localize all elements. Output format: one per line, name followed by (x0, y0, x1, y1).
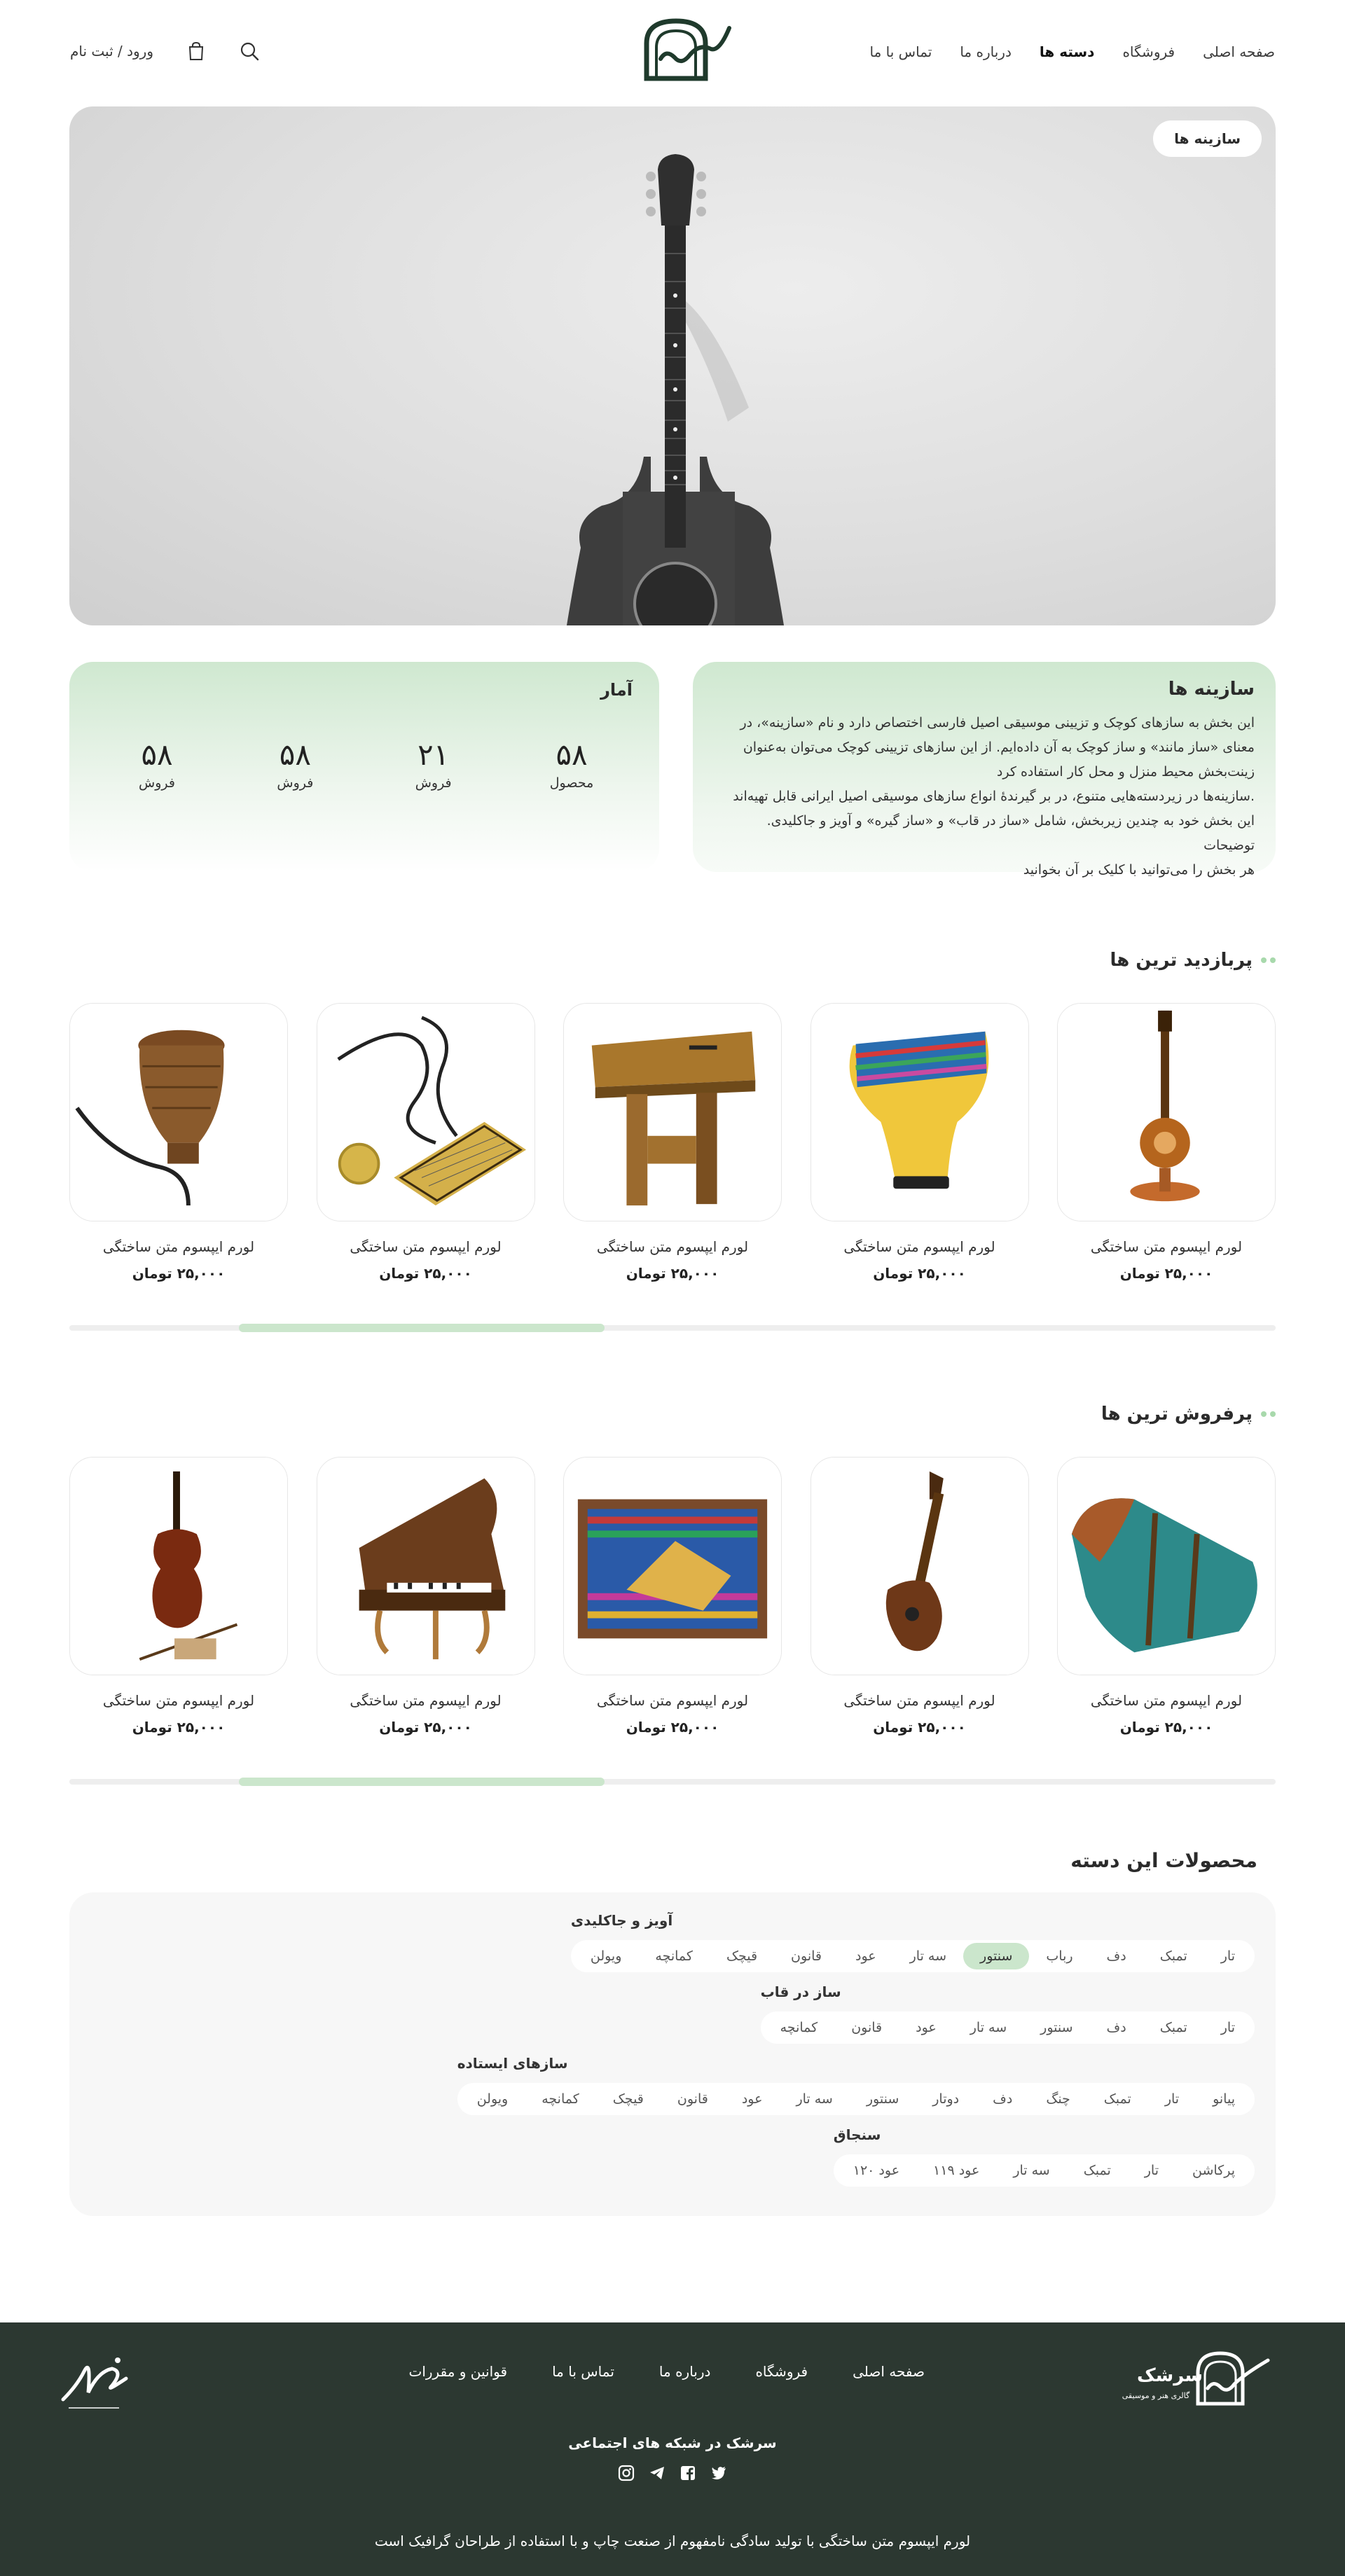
login-register-link[interactable]: ورود / ثبت نام (70, 43, 153, 60)
category-chip[interactable]: دف (993, 2091, 1013, 2107)
category-group-name: آویز و جاکلیدی (570, 1912, 673, 1929)
site-footer (0, 2322, 1345, 2576)
footer-link-contact[interactable]: تماس با ما (552, 2363, 614, 2380)
telegram-icon[interactable] (648, 2464, 666, 2482)
best-selling-title (1101, 1404, 1276, 1425)
site-logo[interactable] (641, 15, 732, 83)
nav-shop[interactable]: فروشگاه (1122, 43, 1175, 60)
category-filter-box (69, 1892, 1276, 2216)
product-card[interactable] (563, 1457, 782, 1736)
nav-home[interactable]: صفحه اصلی (1203, 43, 1275, 60)
stat-item (111, 738, 202, 791)
category-chip[interactable]: تار (1144, 2163, 1159, 2178)
product-image[interactable] (317, 1457, 535, 1675)
chip-list (834, 2154, 1255, 2187)
product-name[interactable]: لورم ایپسوم متن ساختگی (350, 1238, 502, 1255)
category-chip[interactable]: قانون (791, 1948, 822, 1964)
product-card[interactable] (69, 1457, 288, 1736)
product-name[interactable]: لورم ایپسوم متن ساختگی (102, 1238, 255, 1255)
stat-label: فروش (415, 775, 452, 791)
category-chip[interactable]: پرکاشن (1192, 2163, 1235, 2178)
category-chip[interactable]: تار (1164, 2091, 1180, 2107)
category-chip[interactable]: قانون (851, 2020, 883, 2035)
category-chip[interactable]: ویولن (590, 1948, 622, 1964)
best-selling-carousel (69, 1457, 1276, 1736)
info-line: زینت‌بخش محیط منزل و محل کار استفاده کرد (996, 764, 1255, 780)
product-image[interactable] (69, 1457, 288, 1675)
category-group (571, 1912, 1255, 1972)
product-image[interactable] (563, 1003, 782, 1221)
nav-contact[interactable]: تماس با ما (869, 43, 932, 60)
footer-nav (409, 2363, 925, 2380)
category-chip[interactable]: سنتور (1040, 2020, 1073, 2035)
info-line: این بخش خود به چندین زیربخش، شامل «ساز در قاب» و «ساز گیره» و آویز و جاکلیدی. توضیحات (766, 813, 1255, 853)
category-chip[interactable]: عود ۱۱۹ (933, 2163, 980, 2178)
category-chip[interactable]: تمبک (1159, 2020, 1187, 2035)
product-card[interactable] (811, 1003, 1029, 1282)
stat-value: ۵۸ (556, 738, 588, 772)
category-group-name: سازهای ایستاده (457, 2055, 568, 2072)
category-chip[interactable]: عود (741, 2091, 763, 2107)
product-image[interactable] (69, 1003, 288, 1221)
category-group (761, 1983, 1255, 2044)
product-card[interactable] (563, 1003, 782, 1282)
category-chip[interactable]: ویولن (476, 2091, 509, 2107)
search-icon[interactable] (239, 41, 260, 62)
product-name[interactable]: لورم ایپسوم متن ساختگی (596, 1238, 749, 1255)
category-chip[interactable]: تمبک (1159, 1948, 1187, 1964)
category-chip[interactable]: سه تار (970, 2020, 1007, 2035)
category-chip[interactable]: عود (855, 1948, 876, 1964)
scroll-thumb[interactable] (239, 1778, 605, 1786)
chip-list (761, 2011, 1255, 2044)
product-image[interactable] (563, 1457, 782, 1675)
chip-list (571, 1940, 1255, 1972)
product-name[interactable]: لورم ایپسوم متن ساختگی (102, 1692, 255, 1709)
nav-about[interactable]: درباره ما (960, 43, 1012, 60)
scroll-thumb[interactable] (239, 1324, 605, 1332)
category-chip[interactable]: سه تار (909, 1948, 947, 1964)
main-nav (870, 43, 1276, 60)
stat-label: فروش (277, 775, 314, 791)
guitar-hero-image (546, 127, 840, 625)
info-line: .سازینه‌ها در زیردسته‌هایی متنوع، در بر گیرندهٔ انواع سازهای موسیقی اصیل ایرانی قابل تهیه‌اند (733, 789, 1255, 804)
product-price: ۲۵,۰۰۰ تومان (1119, 1265, 1213, 1282)
best-selling-scrollbar[interactable] (69, 1779, 1276, 1785)
category-chip[interactable]: پیانو (1213, 2091, 1235, 2107)
most-viewed-scrollbar[interactable] (69, 1325, 1276, 1331)
category-chip[interactable]: سه تار (796, 2091, 833, 2107)
product-price: ۲۵,۰۰۰ تومان (379, 1719, 472, 1736)
social-icons (0, 2464, 1345, 2482)
category-chip[interactable]: تار (1220, 1948, 1235, 1964)
category-chip[interactable]: کمانچه (780, 2020, 818, 2035)
footer-logo[interactable] (1121, 2348, 1275, 2411)
category-group-name: ساز در قاب (760, 1983, 841, 2000)
category-chip[interactable]: دف (1106, 1948, 1126, 1964)
category-group-name: سنجاق (833, 2126, 881, 2143)
stats-title: آمار (600, 680, 633, 700)
category-chip[interactable]: دف (1106, 2020, 1126, 2035)
stat-value: ۵۸ (279, 738, 311, 772)
product-card[interactable] (317, 1003, 535, 1282)
category-info-card (693, 662, 1276, 878)
info-line: معنای «ساز مانند» و ساز کوچک به آن داده‌ایم. از این سازهای تزیینی کوچک می‌توان به‌عنوان (743, 740, 1255, 755)
twitter-icon[interactable] (710, 2464, 728, 2482)
section-dots-icon (1261, 957, 1276, 963)
product-image[interactable] (1057, 1457, 1276, 1675)
category-chip[interactable]: رباب (1046, 1948, 1073, 1964)
product-name[interactable]: لورم ایپسوم متن ساختگی (350, 1692, 502, 1709)
footer-brand-sub: گالری هنر و موسیقی (1122, 2391, 1190, 2400)
category-chip[interactable]: تمبک (1083, 2163, 1111, 2178)
product-card[interactable] (1057, 1457, 1276, 1736)
stat-value: ۲۱ (418, 738, 450, 772)
product-image[interactable] (317, 1003, 535, 1221)
stats-row (111, 738, 617, 791)
product-name[interactable]: لورم ایپسوم متن ساختگی (1090, 1238, 1243, 1255)
hero-banner (69, 106, 1276, 625)
category-chip[interactable]: سه تار (1013, 2163, 1050, 2178)
nav-categories[interactable]: دسته ها (1039, 43, 1095, 60)
footer-copyright: لورم ایپسوم متن ساختگی با تولید سادگی نامفهوم از صنعت چاپ و با استفاده از طراحان گرافیک است (374, 2533, 971, 2549)
info-line: این بخش به سازهای کوچک و تزیینی موسیقی اصیل فارسی اختصاص دارد و نام «سازینه»، در (740, 715, 1255, 730)
section-title-text: پرفروش ترین ها (1101, 1404, 1253, 1425)
signature-logo-icon[interactable] (56, 2343, 133, 2414)
product-price: ۲۵,۰۰۰ تومان (132, 1719, 226, 1736)
cart-icon[interactable] (186, 41, 207, 62)
product-price: ۲۵,۰۰۰ تومان (132, 1265, 226, 1282)
most-viewed-title (1110, 950, 1276, 971)
category-products-title: محصولات این دسته (1070, 1849, 1257, 1872)
product-name[interactable]: لورم ایپسوم متن ساختگی (843, 1238, 995, 1255)
chip-list (457, 2083, 1255, 2115)
footer-link-rules[interactable]: قوانین و مقررات (408, 2363, 508, 2380)
product-price: ۲۵,۰۰۰ تومان (873, 1265, 966, 1282)
product-card[interactable] (69, 1003, 288, 1282)
site-header (0, 0, 1345, 106)
product-card[interactable] (1057, 1003, 1276, 1282)
product-name[interactable]: لورم ایپسوم متن ساختگی (596, 1692, 749, 1709)
footer-link-shop[interactable]: فروشگاه (755, 2363, 808, 2380)
footer-link-about[interactable]: درباره ما (658, 2363, 711, 2380)
info-line: هر بخش را می‌توانید با کلیک بر آن بخوانید (1023, 862, 1255, 878)
category-chip[interactable]: قیچک (726, 1948, 758, 1964)
stats-card (69, 662, 659, 872)
category-group (457, 2055, 1255, 2115)
product-card[interactable] (317, 1457, 535, 1736)
category-chip[interactable]: تمبک (1103, 2091, 1131, 2107)
hero-tag: سازینه ها (1153, 120, 1262, 157)
category-chip-selected[interactable]: سنتور (963, 1943, 1029, 1969)
stat-item (526, 738, 617, 791)
category-chip[interactable]: تار (1220, 2020, 1235, 2035)
category-chip[interactable]: عود (916, 2020, 937, 2035)
product-card[interactable] (811, 1457, 1029, 1736)
footer-brand-name: سرشک (1137, 2365, 1203, 2386)
product-image[interactable] (811, 1457, 1029, 1675)
stat-value: ۵۸ (141, 738, 173, 772)
product-price: ۲۵,۰۰۰ تومان (626, 1265, 719, 1282)
stat-item (249, 738, 340, 791)
info-text (714, 711, 1255, 882)
section-title-text: پربازدید ترین ها (1110, 950, 1253, 971)
product-image[interactable] (1057, 1003, 1276, 1221)
product-image[interactable] (811, 1003, 1029, 1221)
facebook-icon[interactable] (679, 2464, 697, 2482)
product-price: ۲۵,۰۰۰ تومان (626, 1719, 719, 1736)
header-actions (70, 41, 260, 62)
section-dots-icon (1261, 1411, 1276, 1417)
category-chip[interactable]: دوتار (932, 2091, 960, 2107)
category-chip[interactable]: کمانچه (655, 1948, 693, 1964)
category-chip[interactable]: عود ۱۲۰ (853, 2163, 900, 2178)
category-chip[interactable]: قیچک (612, 2091, 644, 2107)
product-price: ۲۵,۰۰۰ تومان (1119, 1719, 1213, 1736)
product-name[interactable]: لورم ایپسوم متن ساختگی (1090, 1692, 1243, 1709)
info-title: سازینه ها (1168, 679, 1255, 700)
product-name[interactable]: لورم ایپسوم متن ساختگی (843, 1692, 995, 1709)
category-chip[interactable]: کمانچه (542, 2091, 579, 2107)
category-chip[interactable]: چنگ (1046, 2091, 1070, 2107)
stat-item (388, 738, 479, 791)
category-chip[interactable]: قانون (677, 2091, 708, 2107)
product-price: ۲۵,۰۰۰ تومان (873, 1719, 966, 1736)
instagram-icon[interactable] (617, 2464, 635, 2482)
most-viewed-carousel (69, 1003, 1276, 1282)
social-title: سرشک در شبکه های اجتماعی (568, 2435, 777, 2451)
stat-label: فروش (139, 775, 175, 791)
product-price: ۲۵,۰۰۰ تومان (379, 1265, 472, 1282)
category-chip[interactable]: سنتور (866, 2091, 899, 2107)
category-group (834, 2126, 1255, 2187)
stat-label: محصول (549, 775, 594, 791)
footer-link-home[interactable]: صفحه اصلی (853, 2363, 925, 2380)
